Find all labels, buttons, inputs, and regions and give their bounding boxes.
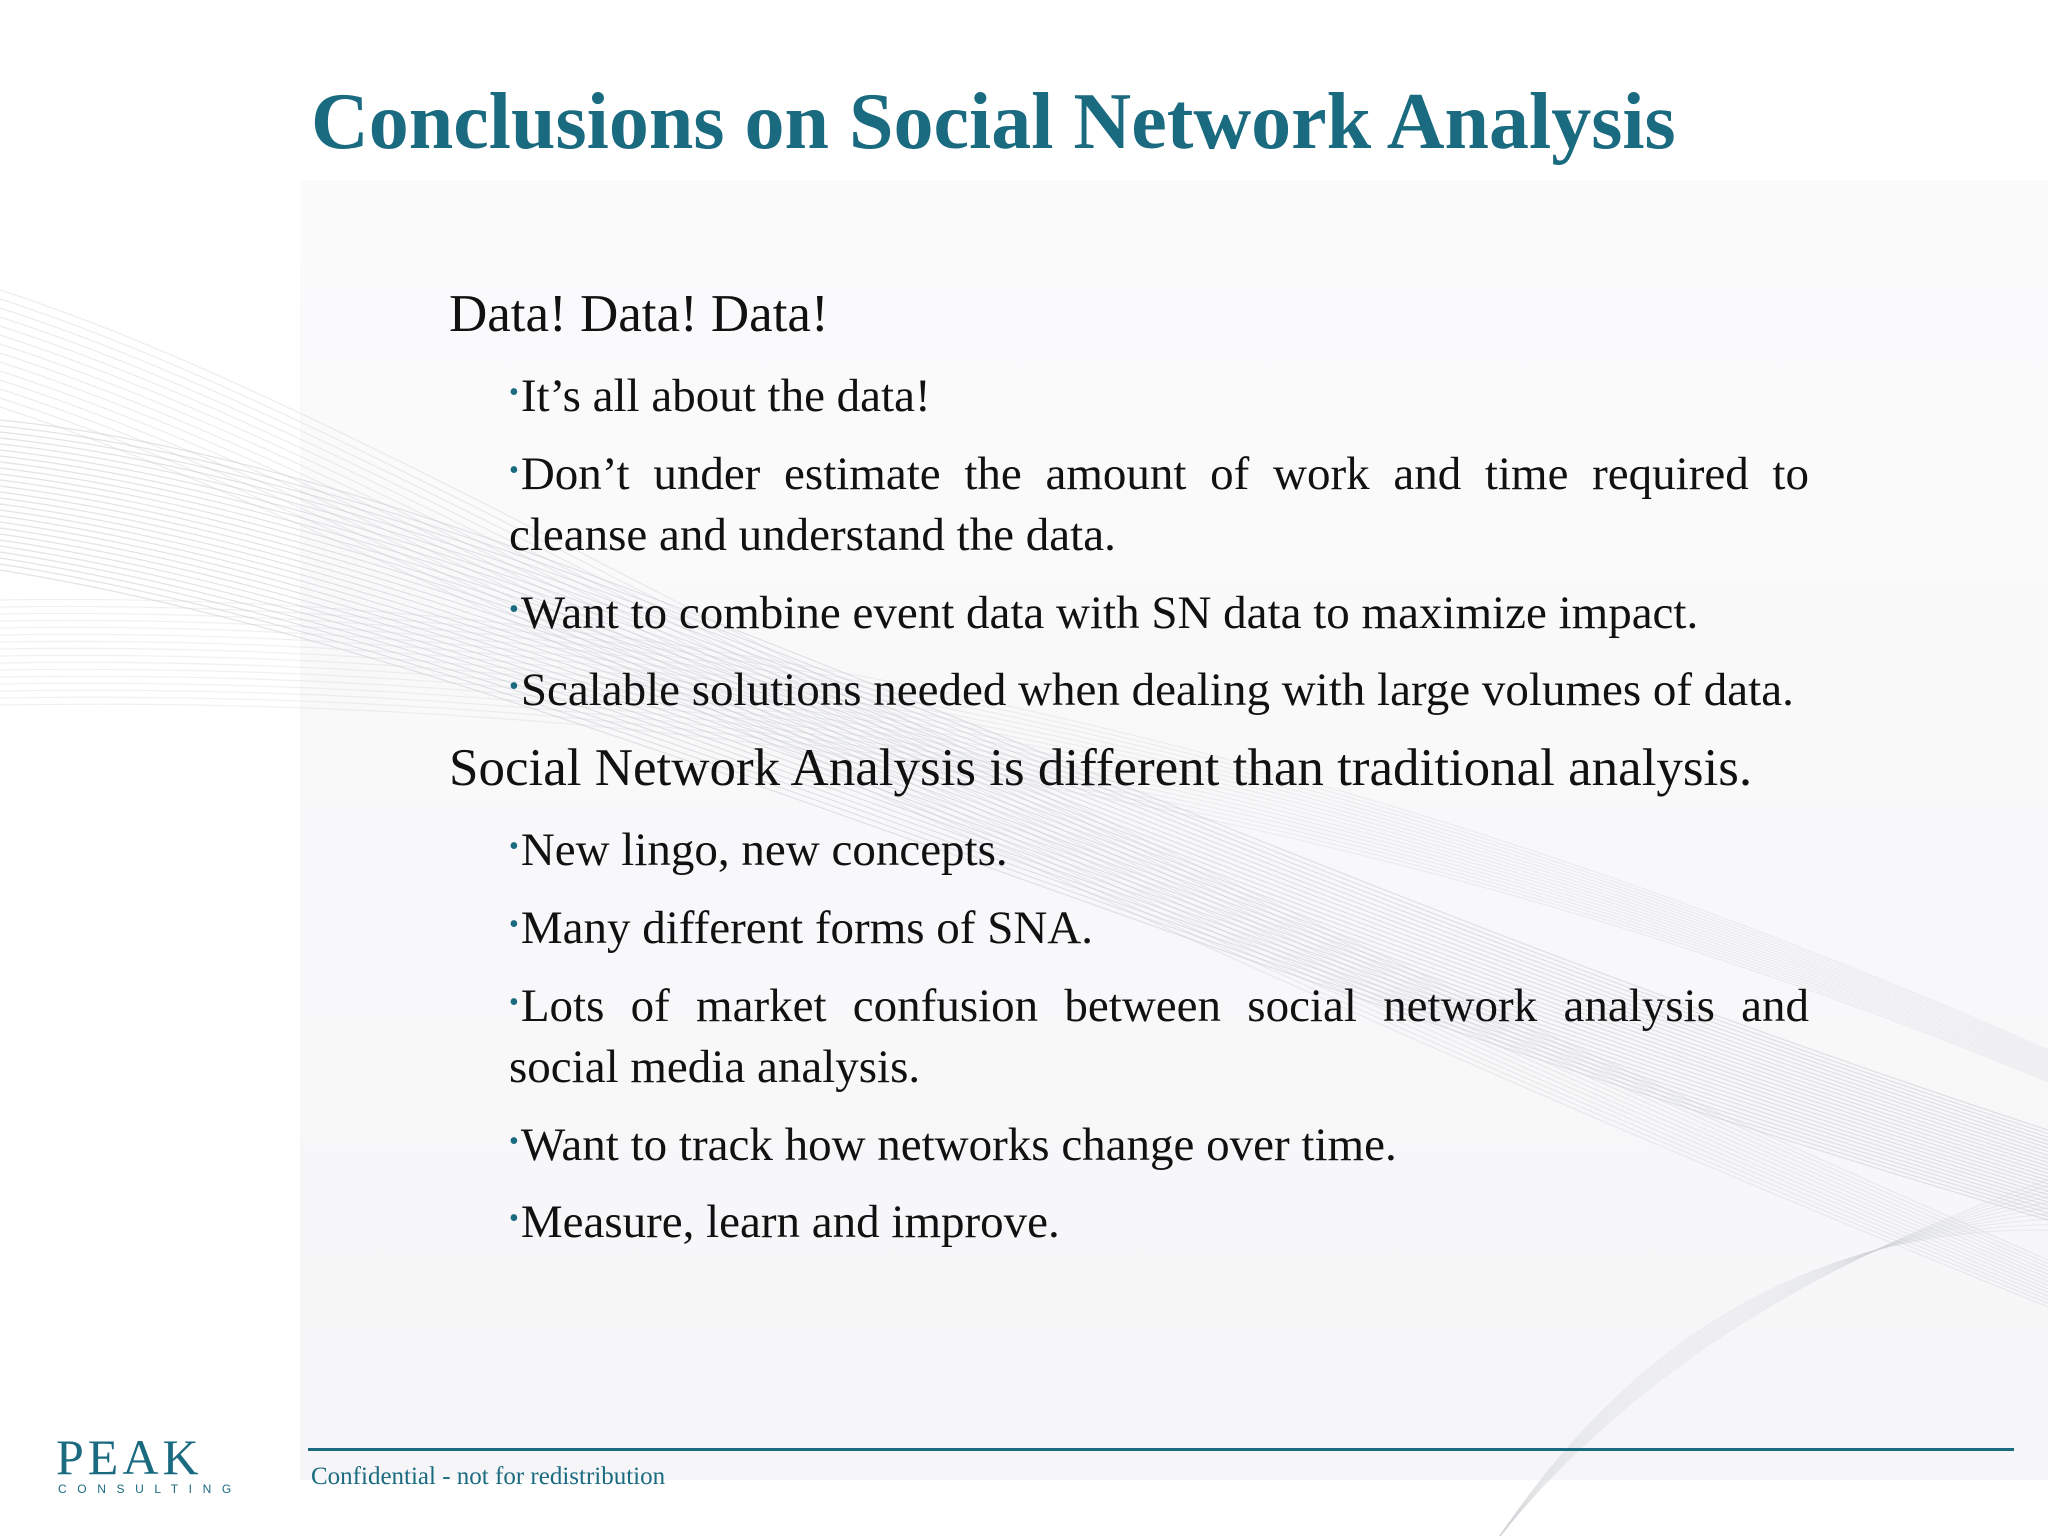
bullet-item bbox=[509, 440, 1809, 566]
bullet-dot-icon: • bbox=[509, 1125, 519, 1157]
bullet-text: Lots of market confusion between social network analysis and social media analysis. bbox=[509, 979, 1809, 1093]
bullet-dot-icon: • bbox=[509, 908, 519, 940]
background-line bbox=[1500, 1230, 2048, 1536]
bullet-dot-icon: • bbox=[509, 593, 519, 625]
bullet-dot-icon: • bbox=[509, 377, 519, 408]
bullet-dot-icon: • bbox=[509, 986, 519, 1018]
bullet-item bbox=[509, 894, 1809, 959]
bullet-text: Want to track how networks change over time. bbox=[520, 1118, 1397, 1171]
background-line bbox=[1500, 1219, 2048, 1536]
bullet-dot-icon: • bbox=[509, 1203, 519, 1235]
footer-confidential-note: Confidential - not for redistribution bbox=[311, 1463, 666, 1490]
bullet-dot-icon: • bbox=[509, 831, 519, 863]
bullet-item bbox=[509, 816, 1809, 881]
footer-divider bbox=[308, 1448, 2014, 1451]
section-heading-sna: Social Network Analysis is different than traditional analysis. bbox=[449, 739, 1753, 798]
bullet-text: Want to combine event data with SN data to maximize impact. bbox=[520, 586, 1699, 639]
bullet-item bbox=[509, 972, 1809, 1098]
bullet-dot-icon: • bbox=[509, 454, 519, 486]
bullet-text: New lingo, new concepts. bbox=[520, 823, 1008, 876]
bullet-text: Measure, learn and improve. bbox=[520, 1196, 1060, 1249]
bullet-item bbox=[509, 579, 1809, 644]
bullet-item bbox=[509, 1188, 1809, 1253]
slide-title: Conclusions on Social Network Analysis bbox=[311, 78, 1676, 166]
bullet-text: It’s all about the data! bbox=[520, 369, 931, 422]
bullet-item bbox=[509, 656, 1809, 721]
section-heading-data: Data! Data! Data! bbox=[449, 285, 829, 343]
peak-consulting-logo bbox=[56, 1429, 242, 1502]
slide-body bbox=[449, 280, 1809, 1266]
background-line bbox=[1500, 1225, 2048, 1536]
bullet-text: Scalable solutions needed when dealing with large volumes of data. bbox=[520, 664, 1794, 717]
bullet-text: Don’t under estimate the amount of work and time required to cleanse and understand the data. bbox=[509, 447, 1809, 561]
logo-subtitle: CONSULTING bbox=[58, 1482, 242, 1496]
logo-wordmark: PEAK bbox=[56, 1429, 203, 1485]
bullet-item bbox=[509, 1111, 1809, 1176]
bullet-text: Many different forms of SNA. bbox=[520, 901, 1093, 954]
bullet-item bbox=[509, 362, 1809, 427]
bullet-dot-icon: • bbox=[509, 671, 519, 703]
